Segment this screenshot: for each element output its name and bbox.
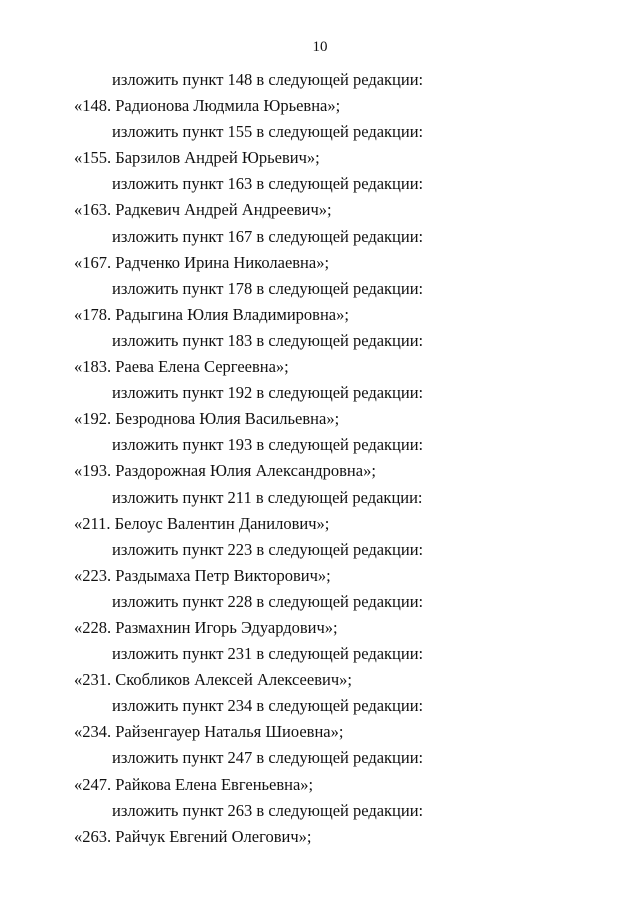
instruction-line: изложить пункт 163 в следующей редакции: xyxy=(112,174,424,194)
amendment-entry-line: «193. Раздорожная Юлия Александровна»; xyxy=(74,461,376,481)
instruction-line: изложить пункт 167 в следующей редакции: xyxy=(112,226,424,246)
instruction-line: изложить пункт 231 в следующей редакции: xyxy=(112,644,424,664)
document-body xyxy=(0,70,640,853)
instruction-line: изложить пункт 247 в следующей редакции: xyxy=(112,748,424,768)
amendment-entry-line: «234. Райзенгауер Наталья Шиоевна»; xyxy=(74,722,344,742)
amendment-entry-line: «167. Радченко Ирина Николаевна»; xyxy=(74,252,330,272)
amendment-entry-line: «247. Райкова Елена Евгеньевна»; xyxy=(74,774,314,794)
instruction-line: изложить пункт 192 в следующей редакции: xyxy=(112,383,424,403)
instruction-line: изложить пункт 148 в следующей редакции: xyxy=(112,70,424,89)
instruction-line: изложить пункт 155 в следующей редакции: xyxy=(112,122,424,142)
instruction-line: изложить пункт 234 в следующей редакции: xyxy=(112,696,424,716)
amendment-entry-line: «223. Раздымаха Петр Викторович»; xyxy=(74,565,331,585)
instruction-line: изложить пункт 228 в следующей редакции: xyxy=(112,591,424,611)
instruction-line: изложить пункт 223 в следующей редакции: xyxy=(112,539,424,559)
amendment-entry-line: «263. Райчук Евгений Олегович»; xyxy=(74,826,312,846)
amendment-entry-line: «148. Радионова Людмила Юрьевна»; xyxy=(74,96,341,116)
instruction-line: изложить пункт 193 в следующей редакции: xyxy=(112,435,424,455)
instruction-line: изложить пункт 263 в следующей редакции: xyxy=(112,800,424,820)
amendment-entry-line: «231. Скобликов Алексей Алексеевич»; xyxy=(74,670,352,690)
amendment-entry-line: «228. Размахнин Игорь Эдуардович»; xyxy=(74,617,338,637)
instruction-line: изложить пункт 183 в следующей редакции: xyxy=(112,330,424,350)
instruction-line: изложить пункт 178 в следующей редакции: xyxy=(112,278,424,298)
instruction-line: изложить пункт 211 в следующей редакции: xyxy=(112,487,423,507)
amendment-entry-line: «192. Безроднова Юлия Васильевна»; xyxy=(74,409,340,429)
amendment-entry-line: «211. Белоус Валентин Данилович»; xyxy=(74,513,330,533)
amendment-entry-line: «183. Раева Елена Сергеевна»; xyxy=(74,357,289,377)
page-number: 10 xyxy=(312,39,328,55)
amendment-entry-line: «155. Барзилов Андрей Юрьевич»; xyxy=(74,148,320,168)
amendment-entry-line: «163. Радкевич Андрей Андреевич»; xyxy=(74,200,332,220)
amendment-entry-line: «178. Радыгина Юлия Владимировна»; xyxy=(74,304,349,324)
